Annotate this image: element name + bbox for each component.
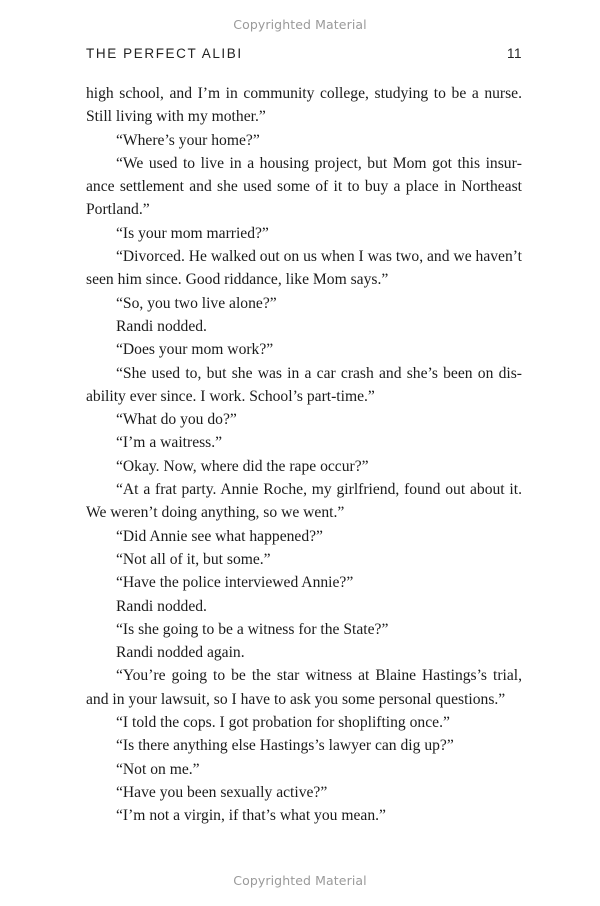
running-header (86, 46, 522, 68)
paragraph: “Is your mom married?” (116, 224, 269, 242)
paragraph: “Have the police interviewed Annie?” (116, 574, 354, 592)
paragraph: “We used to live in a housing project, but Mom got this insurance settlement and she used some of it to buy a place in Northeast Portland.” (86, 154, 522, 219)
paragraph: “Did Annie see what happened?” (116, 527, 323, 545)
paragraph: “Not on me.” (116, 760, 200, 778)
paragraph: “What do you do?” (116, 411, 237, 429)
paragraph: “Is there anything else Hastings’s lawyer can dig up?” (116, 737, 454, 755)
running-title: THE PERFECT ALIBI (86, 46, 243, 61)
paragraph: Randi nodded. (116, 597, 207, 615)
paragraph: “Divorced. He walked out on us when I was two, and we haven’t seen him since. Good riddance, like Mom says.” (86, 248, 522, 289)
paragraph: high school, and I’m in community college, studying to be a nurse. Still living with my mother.” (86, 85, 522, 126)
paragraph: “Not all of it, but some.” (116, 550, 271, 568)
paragraph: Randi nodded again. (116, 644, 245, 662)
body-text (86, 82, 522, 828)
paragraph: “At a frat party. Annie Roche, my girlfriend, found out about it. We weren’t doing anything, so we went.” (86, 481, 522, 522)
paragraph: “You’re going to be the star witness at Blaine Hastings’s trial, and in your lawsuit, so I have to ask you some personal questions.” (86, 667, 522, 708)
paragraph: “Have you been sexually active?” (116, 783, 328, 801)
page-number: 11 (506, 46, 522, 61)
paragraph: “I told the cops. I got probation for shoplifting once.” (116, 714, 450, 732)
paragraph: “Is she going to be a witness for the State?” (116, 620, 389, 638)
copyright-watermark-top: Copyrighted Material (233, 17, 367, 32)
paragraph: Randi nodded. (116, 317, 207, 335)
paragraph: “Does your mom work?” (116, 341, 274, 359)
paragraph: “I’m not a virgin, if that’s what you mean.” (116, 807, 386, 825)
paragraph: “So, you two live alone?” (116, 294, 277, 312)
paragraph: “She used to, but she was in a car crash and she’s been on disability ever since. I work. School’s part-time.” (86, 364, 522, 405)
paragraph: “Where’s your home?” (116, 131, 260, 149)
paragraph: “I’m a waitress.” (116, 434, 223, 452)
paragraph: “Okay. Now, where did the rape occur?” (116, 457, 369, 475)
copyright-watermark-bottom: Copyrighted Material (233, 873, 367, 888)
